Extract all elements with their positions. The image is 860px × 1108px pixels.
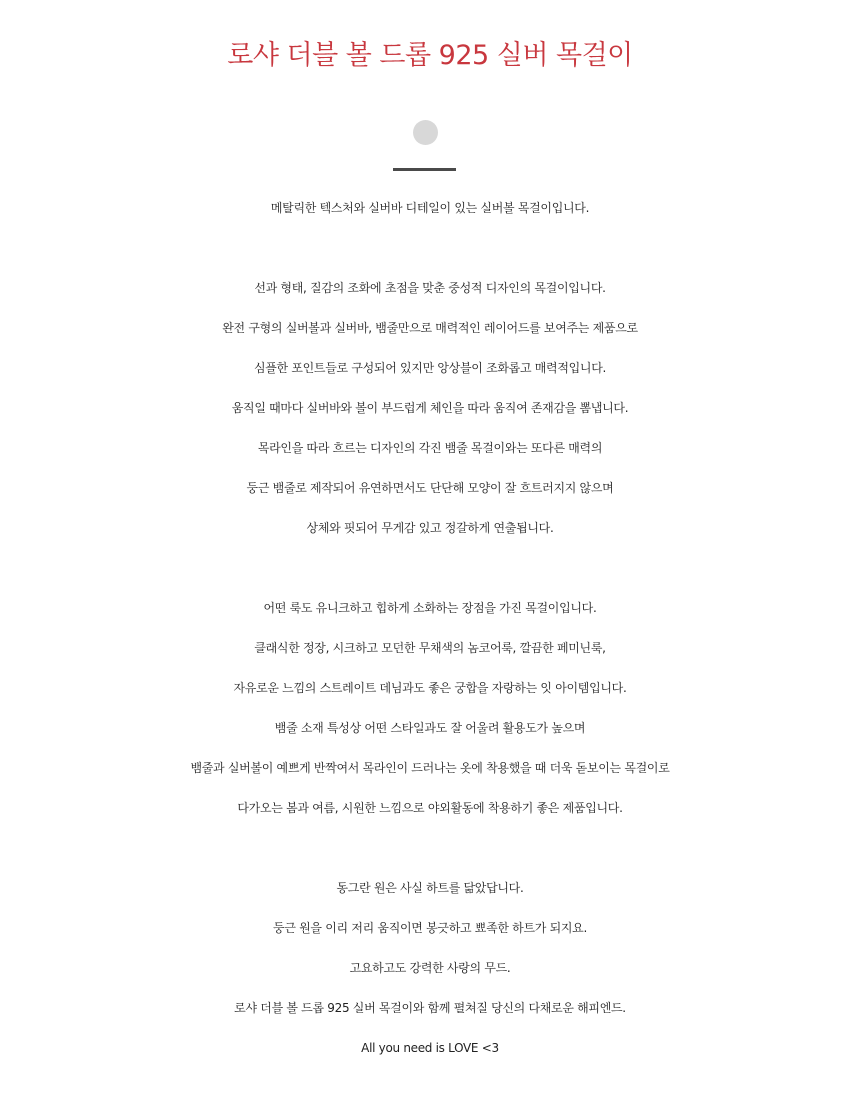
description-line: 선과 형태, 질감의 조화에 초점을 맞춘 중성적 디자인의 목걸이입니다. <box>254 281 606 295</box>
description-paragraph-2 <box>0 268 860 548</box>
description-paragraph-1 <box>0 188 860 228</box>
divider <box>393 168 456 171</box>
description-line: 클래식한 정장, 시크하고 모던한 무채색의 놈코어룩, 깔끔한 페미닌룩, <box>254 641 606 655</box>
description-line: All you need is LOVE <3 <box>361 1041 499 1055</box>
description-line: 동그란 원은 사실 하트를 닮았답니다. <box>336 881 524 895</box>
description-line: 완전 구형의 실버볼과 실버바, 뱀줄만으로 매력적인 레이어드를 보여주는 제품으로 <box>222 321 638 335</box>
description-line: 둥근 원을 이리 저리 움직이면 봉긋하고 뾰족한 하트가 되지요. <box>273 921 587 935</box>
decorative-circle <box>413 120 438 145</box>
description-body <box>0 188 860 1108</box>
description-line: 자유로운 느낌의 스트레이트 데님과도 좋은 궁합을 자랑하는 잇 아이템입니다. <box>233 681 627 695</box>
description-paragraph-4 <box>0 868 860 1068</box>
product-title: 로샤 더블 볼 드롭 925 실버 목걸이 <box>227 40 633 71</box>
description-line: 다가오는 봄과 여름, 시원한 느낌으로 야외활동에 착용하기 좋은 제품입니다. <box>237 801 623 815</box>
description-line: 어떤 룩도 유니크하고 힙하게 소화하는 장점을 가진 목걸이입니다. <box>263 601 597 615</box>
description-line: 심플한 포인트들로 구성되어 있지만 앙상블이 조화롭고 매력적입니다. <box>253 361 607 375</box>
description-line: 상체와 핏되어 무게감 있고 정갈하게 연출됩니다. <box>306 521 554 535</box>
description-line: 둥근 뱀줄로 제작되어 유연하면서도 단단해 모양이 잘 흐트러지지 않으며 <box>246 481 614 495</box>
description-line: 움직일 때마다 실버바와 볼이 부드럽게 체인을 따라 움직여 존재감을 뽐냅니다. <box>231 401 629 415</box>
description-line: 로샤 더블 볼 드롭 925 실버 목걸이와 함께 펼쳐질 당신의 다채로운 해피엔드. <box>234 1001 626 1015</box>
description-line: 고요하고도 강력한 사랑의 무드. <box>349 961 511 975</box>
description-line: 뱀줄과 실버볼이 예쁘게 반짝여서 목라인이 드러나는 옷에 착용했을 때 더욱 돋보이는 목걸이로 <box>190 761 670 775</box>
description-line: 뱀줄 소재 특성상 어떤 스타일과도 잘 어울려 활용도가 높으며 <box>274 721 586 735</box>
description-paragraph-3 <box>0 588 860 828</box>
description-line: 메탈릭한 텍스처와 실버바 디테일이 있는 실버볼 목걸이입니다. <box>270 201 590 215</box>
description-line: 목라인을 따라 흐르는 디자인의 각진 뱀줄 목걸이와는 또다른 매력의 <box>257 441 603 455</box>
